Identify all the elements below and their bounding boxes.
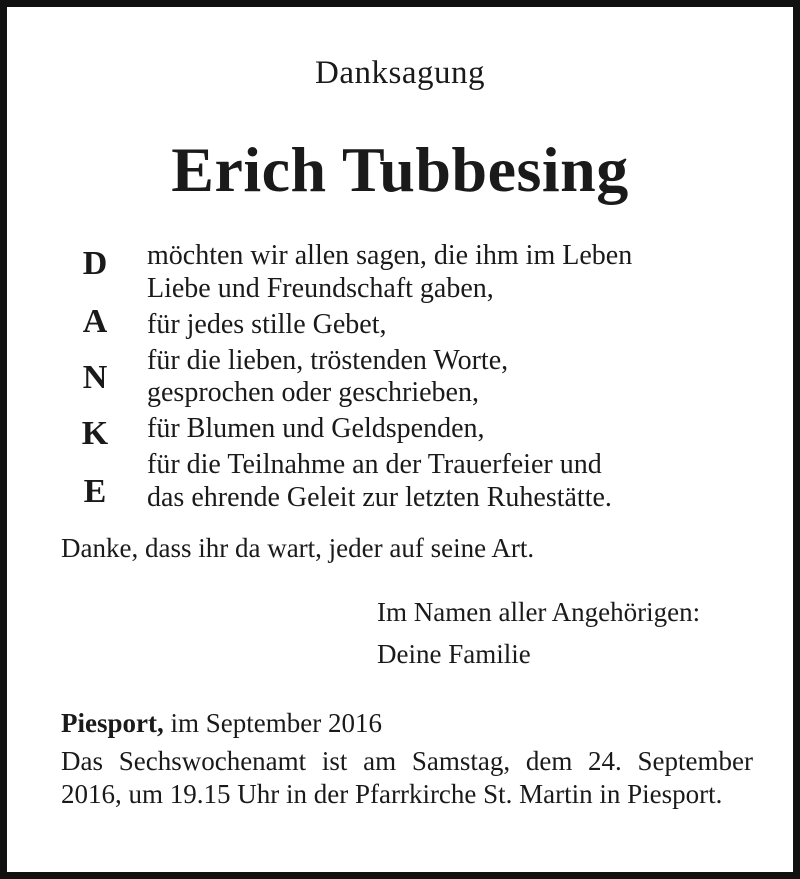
closing-thanks: Danke, dass ihr da wart, jeder auf seine Art. (61, 533, 535, 563)
danke-letter-d: D (82, 245, 108, 282)
danke-letter-a: A (82, 303, 108, 340)
danke-letter-e: E (83, 473, 107, 510)
signature-intro: Im Namen aller Angehörigen: (377, 597, 701, 627)
danke-letter-k: K (81, 415, 109, 452)
notice-heading: Danksagung (315, 55, 485, 91)
mass-info: Das Sechswochenamt ist am Samstag, dem 24. September 2016, um 19.15 Uhr in der Pfarrkirche St. Martin in Piesport. (61, 746, 753, 809)
thanks-line: Liebe und Freundschaft gaben, (147, 273, 494, 304)
deceased-name: Erich Tubbesing (171, 134, 629, 205)
thanks-line: für die lieben, tröstenden Worte, (147, 345, 509, 376)
signature: Deine Familie (377, 639, 531, 669)
danke-letter-n: N (82, 359, 108, 396)
thanks-line: für die Teilnahme an der Trauerfeier und (147, 449, 602, 480)
thanks-line: möchten wir allen sagen, die ihm im Leben (147, 240, 633, 271)
thanks-line: für Blumen und Geldspenden, (147, 413, 485, 444)
place: Piesport, (61, 708, 164, 738)
place-date (61, 708, 382, 739)
thanks-line: gesprochen oder geschrieben, (147, 377, 479, 408)
date: im September 2016 (170, 708, 382, 738)
thanks-line: für jedes stille Gebet, (147, 309, 387, 340)
thanks-line: das ehrende Geleit zur letzten Ruhestätte. (147, 482, 612, 513)
